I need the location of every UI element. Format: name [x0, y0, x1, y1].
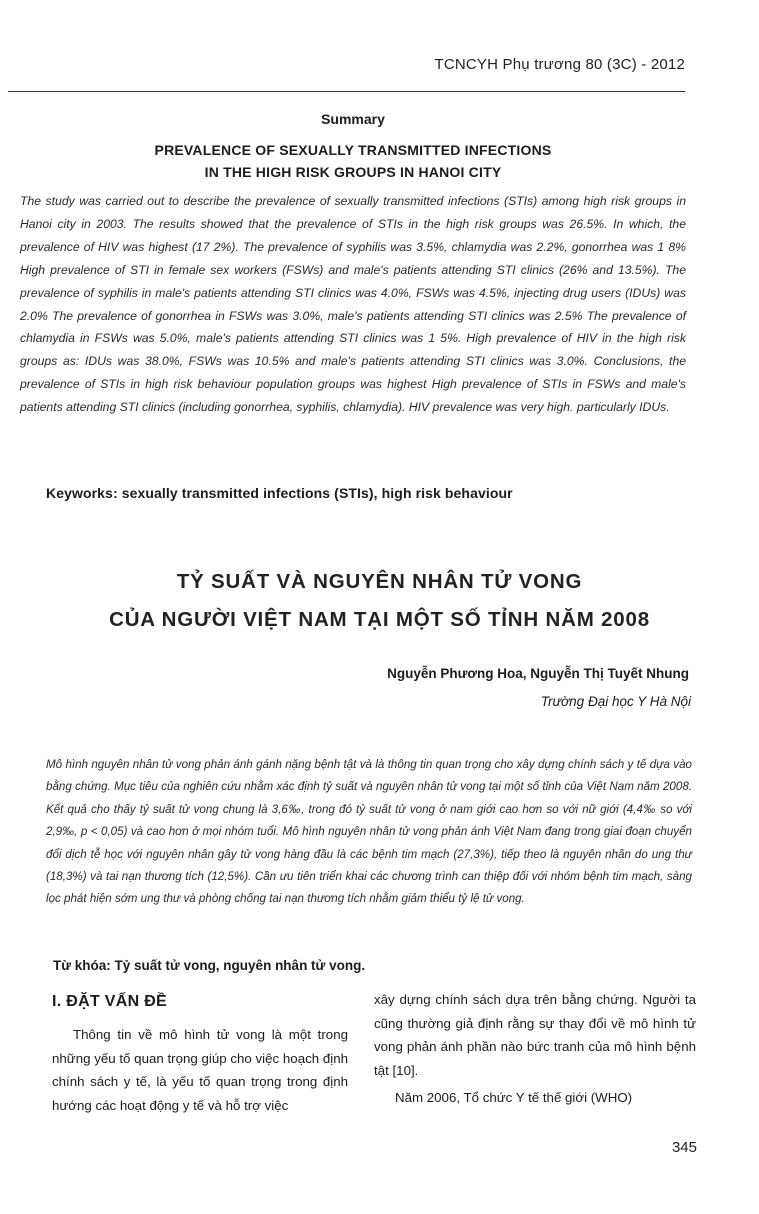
- english-title-line-2: IN THE HIGH RISK GROUPS IN HANOI CITY: [204, 164, 502, 180]
- article-authors: Nguyễn Phương Hoa, Nguyễn Thị Tuyết Nhung: [387, 666, 689, 681]
- body-column-right: [374, 988, 696, 1110]
- page-number: 345: [671, 1139, 697, 1156]
- body-paragraph: Thông tin về mô hình tử vong là một trong những yếu tố quan trọng giúp cho việc hoạch định chính sách y tế, là yếu tố quan trọng trong định hướng các hoạt động y tế và hỗ trợ việc: [52, 1027, 348, 1113]
- article-affiliation: Trường Đại học Y Hà Nội: [540, 694, 691, 709]
- english-abstract: The study was carried out to describe the prevalence of sexually transmitted infections (STIs) among high risk groups in Hanoi city in 2003. The results showed that the prevalence of STIs in the high risk groups was 26.5%. In which, the prevalence of HIV was highest (17 2%). The prevalence of syphilis was 3.5%, chlamydia was 2.2%, gonorrhea was 1 8% High prevalence of STI in female sex workers (FSWs) and male's patients attending STI clinics (26% and 13.5%). The prevalence of syphilis in male's patients attending STI clinics was 4.0%, FSWs was 4.5%, injecting drug users (IDUs) was 2.0% The prevalence of gonorrhea in FSWs was 3.0%, male's patients attending STI clinics was 2.5% The prevalence of chlamydia in FSWs was 5.0%, male's patients attending STI clinics was 1 5%. High prevalence of HIV in the high risk groups as: IDUs was 38.0%, FSWs was 10.5% and male's patients attending STI clinics was 3.0%. Conclusions, the prevalence of STIs in high risk behaviour population groups was highest High prevalence of STIs in FSWs and male's patients attending STI clinics (including gonorrhea, syphilis, chlamydia). HIV prevalence was very high. particularly IDUs.: [20, 194, 686, 415]
- running-header: TCNCYH Phụ trương 80 (3C) - 2012: [434, 56, 685, 73]
- header-divider: [8, 91, 685, 92]
- vietnamese-keywords: Từ khóa: Tỷ suất tử vong, nguyên nhân tử vong.: [53, 958, 366, 973]
- body-paragraph: Năm 2006, Tổ chức Y tế thế giới (WHO): [395, 1090, 633, 1105]
- english-keywords: Keyworks: sexually transmitted infections (STIs), high risk behaviour: [46, 485, 513, 501]
- section-heading-introduction: I. ĐẶT VẤN ĐỀ: [52, 993, 168, 1010]
- vietnamese-abstract: Mô hình nguyên nhân tử vong phản ánh gánh nặng bệnh tật và là thông tin quan trọng cho xây dựng chính sách y tế dựa vào bằng chứng. Mục tiêu của nghiên cứu nhằm xác định tỷ suất và nguyên nhân tử vong tại một số tỉnh của Việt Nam năm 2008. Kết quả cho thấy tỷ suất tử vong chung là 3,6‰, trong đó tỷ suất tử vong ở nam giới cao hơn so với nữ giới (4,4‰ so với 2,9‰, p < 0,05) và cao hơn ở mọi nhóm tuổi. Mô hình nguyên nhân tử vong phản ánh Việt Nam đang trong giai đoạn chuyển đổi dịch tễ học với nguyên nhân gây tử vong hàng đầu là các bệnh tim mạch (27,3%), tiếp theo là nguyên nhân do ung thư (18,3%) và tai nạn thương tích (12,5%). Cần ưu tiên triển khai các chương trình can thiệp đối với nhóm bệnh tim mạch, sàng lọc phát hiện sớm ung thư và phòng chống tai nạn thương tích nhằm giảm thiểu tỷ lệ tử vong.: [46, 758, 692, 906]
- english-title-line-1: PREVALENCE OF SEXUALLY TRANSMITTED INFECTIONS: [154, 142, 552, 158]
- article-title-line-2: CỦA NGƯỜI VIỆT NAM TẠI MỘT SỐ TỈNH NĂM 2008: [109, 608, 650, 631]
- article-title-line-1: TỶ SUẤT VÀ NGUYÊN NHÂN TỬ VONG: [176, 570, 583, 593]
- body-paragraph: xây dựng chính sách dựa trên bằng chứng. Người ta cũng thường giả định rằng sự thay đổi về mô hình tử vong phản ánh phần nào bức tranh của mô hình bệnh tật [10].: [374, 992, 696, 1078]
- summary-label: Summary: [321, 111, 385, 127]
- article-title: [0, 563, 759, 639]
- body-column-left: [52, 993, 348, 1117]
- english-title: [0, 139, 706, 183]
